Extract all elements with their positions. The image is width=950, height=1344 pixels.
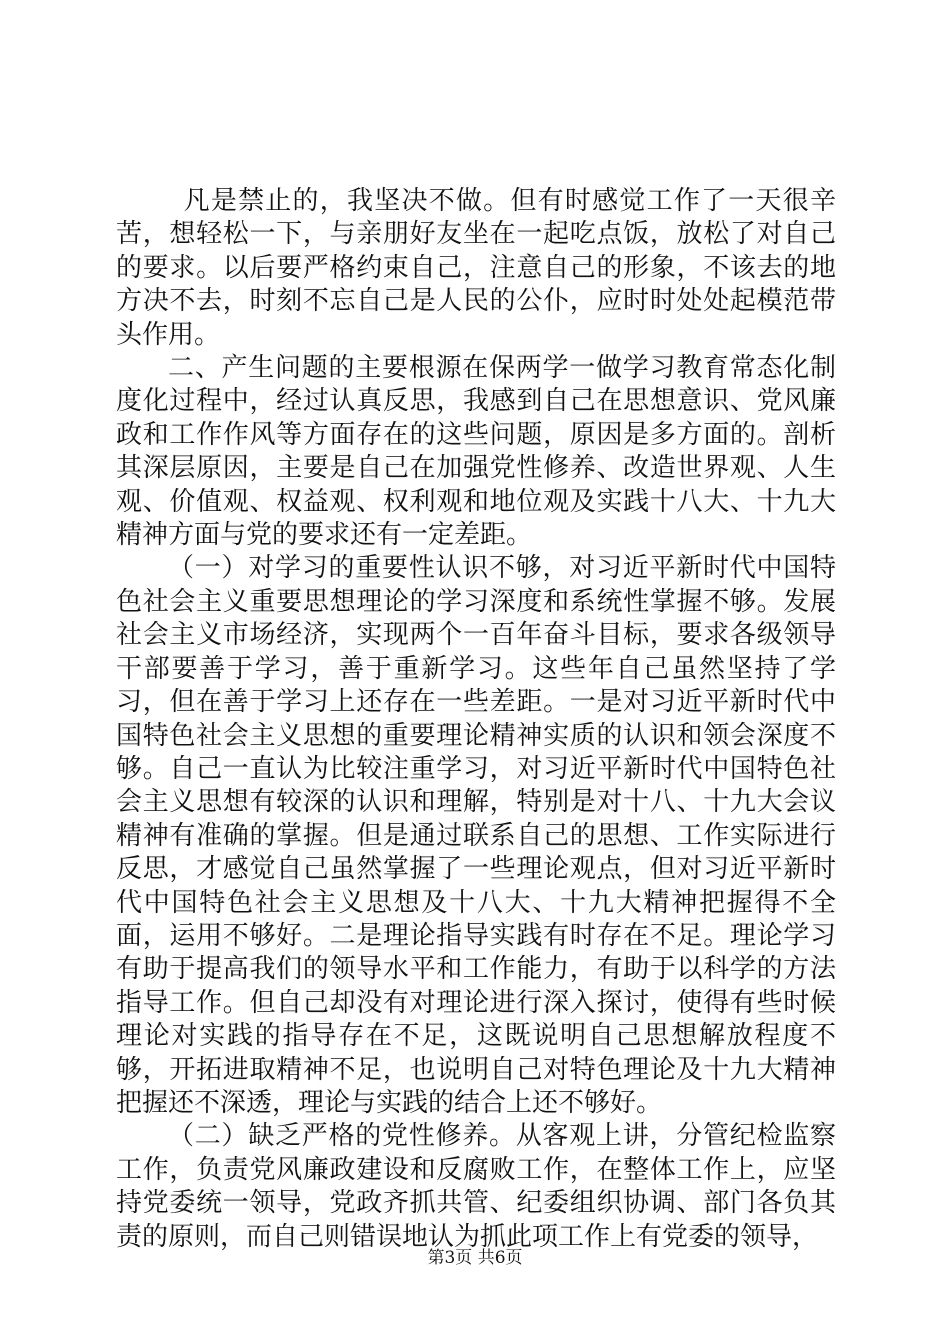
page-footer: 第3页 共6页	[427, 1248, 523, 1268]
paragraph-2: 二、产生问题的主要根源在保两学一做学习教育常态化制度化过程中，经过认真反思，我感到自己在思想意识、党风廉政和工作作风等方面存在的这些问题，原因是多方面的。剖析其深层原因，主要是自己在加强党性修养、改造世界观、人生观、价值观、权益观、权利观和地位观及实践十八大、十九大精神方面与党的要求还有一定差距。	[116, 353, 836, 551]
paragraph-3: （一）对学习的重要性认识不够，对习近平新时代中国特色社会主义重要思想理论的学习深度和系统性掌握不够。发展社会主义市场经济，实现两个一百年奋斗目标，要求各级领导干部要善于学习，善于重新学习。这些年自己虽然坚持了学习，但在善于学习上还存在一些差距。一是对习近平新时代中国特色社会主义思想的重要理论精神实质的认识和领会深度不够。自己一直认为比较注重学习，对习近平新时代中国特色社会主义思想有较深的认识和理解，特别是对十八、十九大会议精神有准确的掌握。但是通过联系自己的思想、工作实际进行反思，才感觉自己虽然掌握了一些理论观点，但对习近平新时代中国特色社会主义思想及十八大、十九大精神把握得不全面，运用不够好。二是理论指导实践有时存在不足。理论学习有助于提高我们的领导水平和工作能力，有助于以科学的方法指导工作。但自己却没有对理论进行深入探讨，使得有些时候理论对实践的指导存在不足，这既说明自己思想解放程度不够，开拓进取精神不足，也说明自己对特色理论及十九大精神把握还不深透，理论与实践的结合上还不够好。	[116, 553, 836, 1118]
paragraph-1: 凡是禁止的，我坚决不做。但有时感觉工作了一天很辛苦，想轻松一下，与亲朋好友坐在一起吃点饭，放松了对自己的要求。以后要严格约束自己，注意自己的形象，不该去的地方决不去，时刻不忘自己是人民的公仆，应时时处处起模范带头作用。	[116, 186, 836, 350]
document-body	[116, 185, 836, 1254]
paragraph-4: （二）缺乏严格的党性修养。从客观上讲，分管纪检监察工作，负责党风廉政建设和反腐败工作，在整体工作上，应坚持党委统一领导，党政齐抓共管、纪委组织协调、部门各负其责的原则，而自己则错误地认为抓此项工作上有党委的领导，	[116, 1121, 836, 1252]
